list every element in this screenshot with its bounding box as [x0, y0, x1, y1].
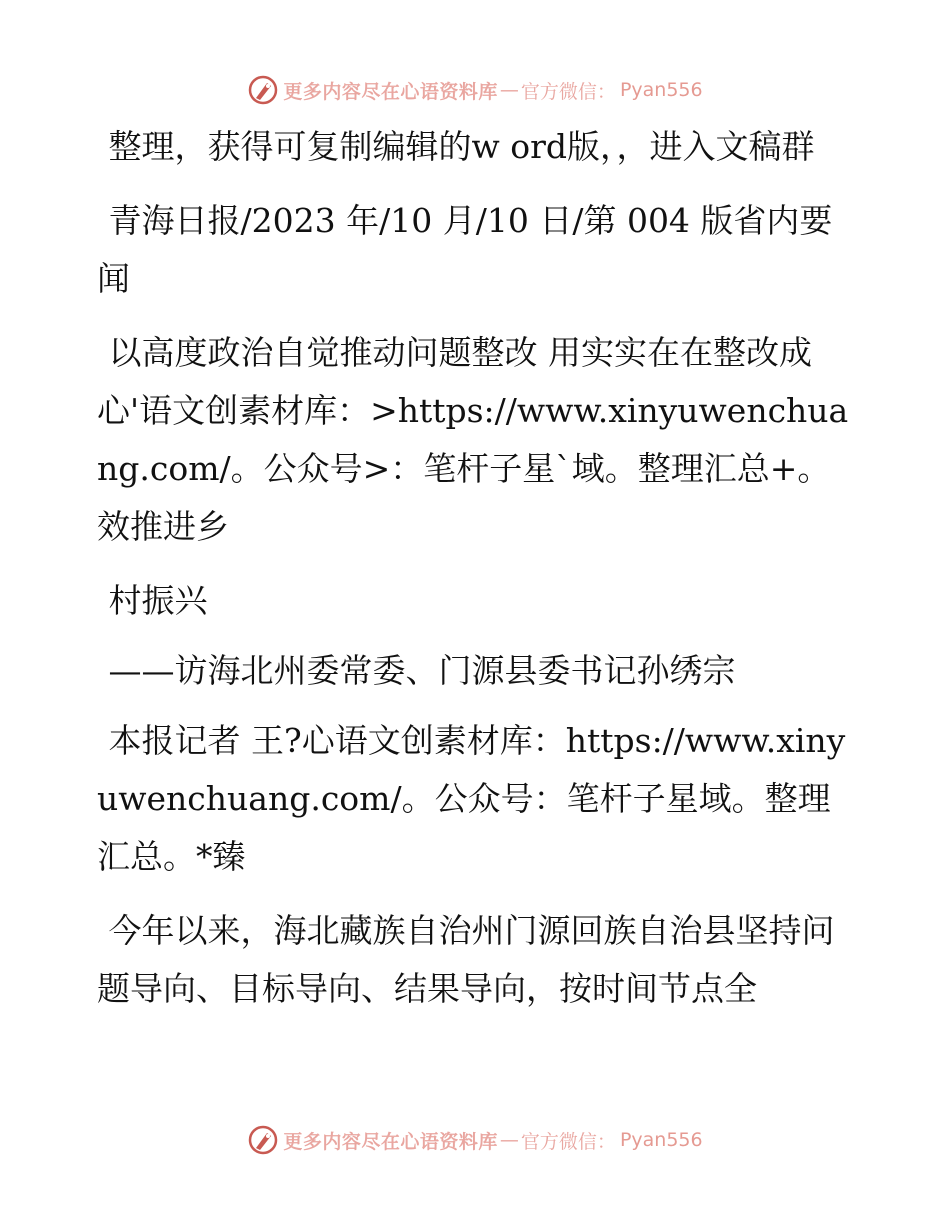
document-body — [97, 118, 857, 1034]
banner-wechat-label: 官方微信： — [520, 1130, 616, 1153]
paragraph-1: 整理，获得可复制编辑的w ord版，，进入文稿群 — [108, 127, 815, 166]
paragraph-7: 今年以来，海北藏族自治州门源回族自治县坚持问题导向、目标导向、结果导向，按时间节点全 — [97, 911, 835, 1008]
paragraph-3: 以高度政治自觉推动问题整改 用实实在在整改成心'语文创素材库：>https://www.xinyuwenchuang.com/。公众号>：笔杆子星`域。整理汇总+。效推进乡 — [97, 333, 849, 546]
paragraph-4: 村振兴 — [108, 581, 208, 620]
subtitle: ——访海北州委常委、门源县委书记孙绣宗 — [108, 651, 736, 690]
footer-banner — [0, 1120, 950, 1160]
paragraph-2: 青海日报/2023 年/10 月/10 日/第 004 版省内要闻 — [97, 201, 833, 298]
byline: 本报记者 王?心语文创素材库：https://www.xinyuwenchuang.com/。公众号：笔杆子星域。整理汇总。*臻 — [97, 721, 846, 876]
banner-wechat-label: 官方微信： — [520, 80, 616, 103]
banner-separator: — — [499, 1129, 519, 1151]
header-banner — [0, 70, 950, 110]
pen-nib-logo-icon — [247, 1124, 279, 1156]
banner-text: 更多内容尽在心语资料库 — [283, 1130, 498, 1153]
pen-nib-logo-icon — [247, 74, 279, 106]
banner-separator: — — [499, 79, 519, 101]
banner-wechat-id: Pyan556 — [619, 1129, 703, 1151]
banner-wechat-id: Pyan556 — [619, 79, 703, 101]
banner-text: 更多内容尽在心语资料库 — [283, 80, 498, 103]
